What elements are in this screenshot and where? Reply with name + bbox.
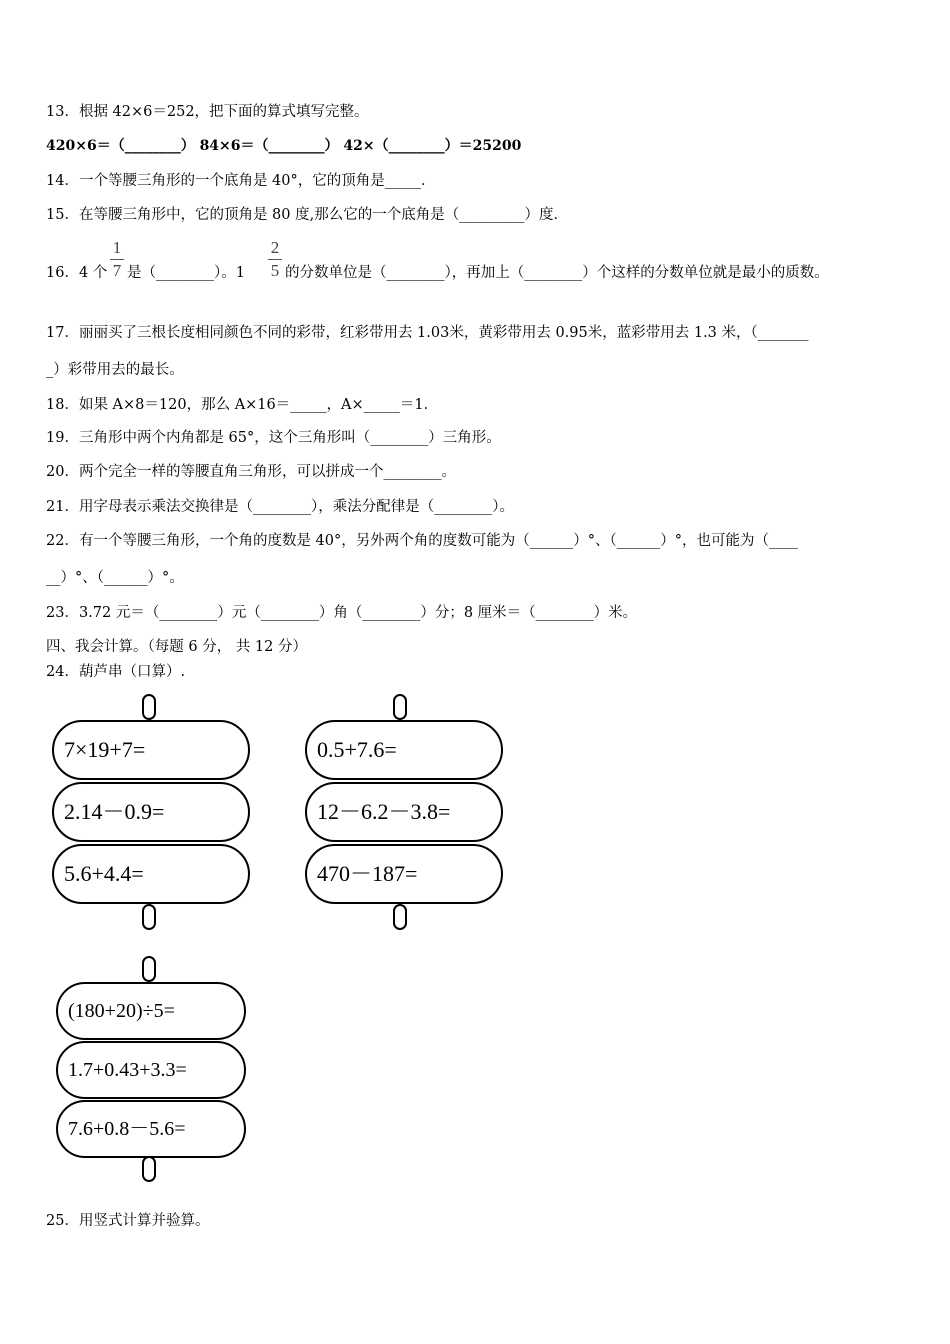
fraction-two-fifths: [268, 238, 282, 281]
question-16-part-a: 16．4 个: [46, 265, 108, 281]
fraction-one-seventh: [110, 238, 124, 281]
gourd-bead: 7×19+7=: [52, 720, 250, 780]
question-24: 24．葫芦串（口算）.: [46, 664, 186, 680]
question-25: 25．用竖式计算并验算。: [46, 1213, 210, 1229]
question-21: 21．用字母表示乘法交换律是（________），乘法分配律是（________）。: [46, 499, 514, 515]
question-13: 13．根据 42×6＝252，把下面的算式填写完整。: [46, 104, 369, 120]
gourd-bead: 470－187=: [305, 844, 503, 904]
skewer-top-stick: [142, 956, 156, 982]
gourd-bead: 7.6+0.8－5.6=: [56, 1100, 246, 1158]
question-19: 19．三角形中两个内角都是 65°，这个三角形叫（________）三角形。: [46, 430, 501, 446]
skewer-bottom-stick: [142, 1156, 156, 1182]
fraction-numerator: 1: [112, 238, 122, 257]
skewer-bottom-stick: [393, 904, 407, 930]
fraction-bar: [110, 259, 124, 260]
question-16-part-b: 是（________）。1: [127, 265, 245, 281]
fraction-denominator: 7: [112, 261, 122, 280]
gourd-skewer-1: [52, 694, 252, 934]
gourd-bead: 1.7+0.43+3.3=: [56, 1041, 246, 1099]
question-17-line-2: _）彩带用去的最长。: [46, 362, 184, 378]
fraction-denominator: 5: [270, 261, 280, 280]
section-4-heading: 四、我会计算。（每题 6 分， 共 12 分）: [46, 639, 307, 655]
question-17-line-1: 17．丽丽买了三根长度相同颜色不同的彩带，红彩带用去 1.03米，黄彩带用去 0.95米，蓝彩带用去 1.3 米，（_______: [46, 325, 809, 341]
gourd-bead: 12－6.2－3.8=: [305, 782, 503, 842]
question-23: 23．3.72 元＝（________）元（________）角（________）分；8 厘米＝（________）米。: [46, 605, 638, 621]
skewer-top-stick: [142, 694, 156, 720]
question-15: 15．在等腰三角形中，它的顶角是 80 度,那么它的一个底角是（_________）度．: [46, 207, 568, 223]
gourd-bead: 0.5+7.6=: [305, 720, 503, 780]
fraction-numerator: 2: [270, 238, 280, 257]
fraction-bar: [268, 259, 282, 260]
gourd-bead: (180+20)÷5=: [56, 982, 246, 1040]
gourd-skewer-2: [305, 694, 505, 934]
skewer-bottom-stick: [142, 904, 156, 930]
question-22-line-2: __）°、（______）°。: [46, 570, 184, 586]
question-18: 18．如果 A×8＝120，那么 A×16＝_____，A×_____＝1．: [46, 397, 439, 413]
gourd-bead: 5.6+4.4=: [52, 844, 250, 904]
question-20: 20．两个完全一样的等腰直角三角形，可以拼成一个________。: [46, 464, 456, 480]
question-14: 14．一个等腰三角形的一个底角是 40°，它的顶角是_____．: [46, 173, 436, 189]
question-22-line-1: 22．有一个等腰三角形，一个角的度数是 40°，另外两个角的度数可能为（______）°、（______）°，也可能为（____: [46, 533, 799, 549]
gourd-skewer-3: [56, 956, 248, 1186]
gourd-bead: 2.14－0.9=: [52, 782, 250, 842]
question-16-part-c: 的分数单位是（________），再加上（________）个这样的分数单位就是最小的质数。: [285, 265, 829, 281]
skewer-top-stick: [393, 694, 407, 720]
question-13-line: 420×6＝（________） 84×6＝（________） 42×（________）＝25200: [46, 138, 522, 154]
